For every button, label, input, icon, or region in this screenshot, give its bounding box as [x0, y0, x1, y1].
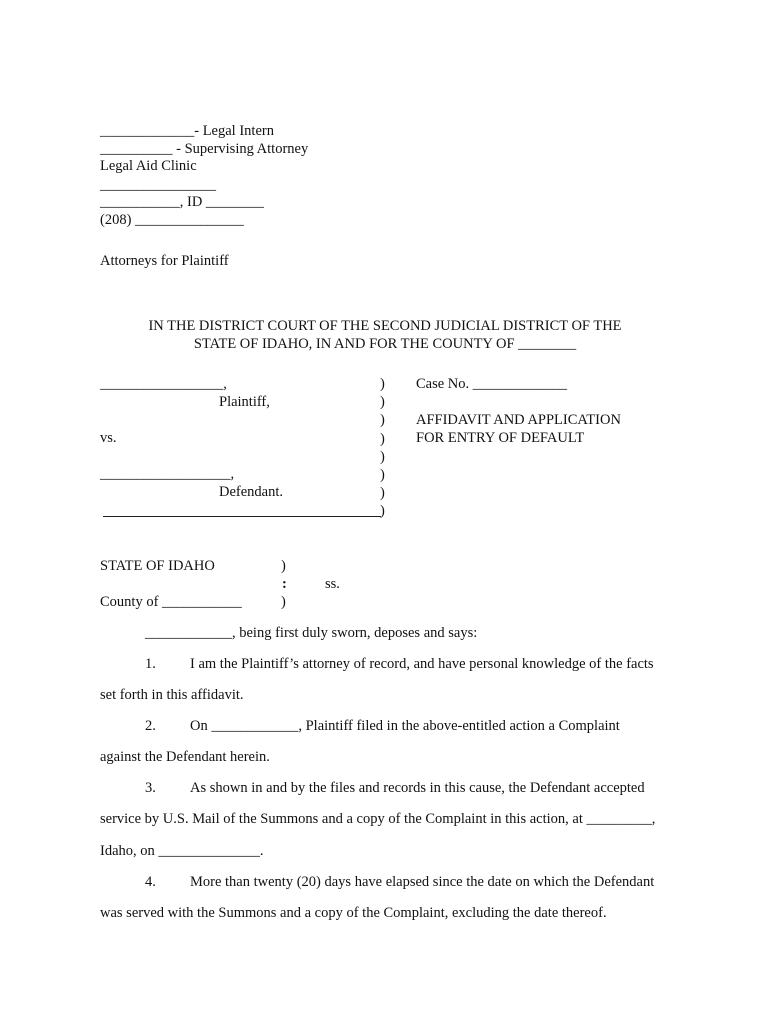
document-title-line1: AFFIDAVIT AND APPLICATION — [416, 412, 621, 428]
defendant-blank: __________________, — [100, 466, 235, 482]
supervising-attorney-line: __________ - Supervising Attorney — [100, 141, 309, 157]
city-id-line: ___________, ID ________ — [100, 194, 264, 210]
paragraph-2-line1: On ____________, Plaintiff filed in the above-entitled action a Complaint — [190, 718, 620, 734]
paragraph-4-line1: More than twenty (20) days have elapsed since the date on which the Defendant — [190, 874, 655, 890]
paragraph-3-number: 3. — [145, 780, 156, 796]
caption-divider — [103, 516, 381, 517]
defendant-label: Defendant. — [219, 484, 284, 500]
paragraph-1-line2: set forth in this affidavit. — [100, 687, 244, 703]
paragraph-3-line2: service by U.S. Mail of the Summons and a copy of the Complaint in this action, at _________, — [100, 811, 656, 827]
paragraph-4-number: 4. — [145, 874, 156, 890]
venue-paren-bottom: ) — [281, 594, 286, 610]
paragraph-1-line1: I am the Plaintiff’s attorney of record, and have personal knowledge of the facts — [190, 656, 654, 672]
paragraph-1-number: 1. — [145, 656, 156, 672]
case-number: Case No. _____________ — [416, 376, 568, 392]
paragraph-2-line2: against the Defendant herein. — [100, 749, 270, 765]
caption-parentheses: ) ) ) ) ) ) ) ) — [380, 376, 385, 520]
clinic-name: Legal Aid Clinic — [100, 158, 197, 174]
paragraph-4-line2: was served with the Summons and a copy of the Complaint, excluding the date thereof. — [100, 905, 607, 921]
venue-paren-top: ) — [281, 558, 286, 574]
address-blank: ________________ — [100, 177, 216, 193]
court-heading-line2: STATE OF IDAHO, IN AND FOR THE COUNTY OF ________ — [193, 336, 577, 352]
phone-line: (208) _______________ — [100, 212, 244, 228]
paragraph-2-number: 2. — [145, 718, 156, 734]
document-title-line2: FOR ENTRY OF DEFAULT — [416, 430, 585, 446]
court-heading-line1: IN THE DISTRICT COURT OF THE SECOND JUDICIAL DISTRICT OF THE — [148, 318, 622, 334]
paragraph-3-line3: Idaho, on ______________. — [100, 843, 264, 859]
venue-state: STATE OF IDAHO — [100, 558, 215, 574]
versus-label: vs. — [100, 430, 117, 446]
venue-ss: ss. — [325, 576, 340, 592]
plaintiff-label: Plaintiff, — [219, 394, 270, 410]
plaintiff-blank: _________________, — [100, 376, 227, 392]
sworn-statement: ____________, being first duly sworn, deposes and says: — [145, 625, 478, 641]
paragraph-3-line1: As shown in and by the files and records in this cause, the Defendant accepted — [190, 780, 645, 796]
attorneys-for-plaintiff: Attorneys for Plaintiff — [100, 253, 229, 269]
venue-colon: : — [282, 576, 287, 592]
intern-line: _____________- Legal Intern — [100, 123, 274, 139]
venue-county: County of ___________ — [100, 594, 242, 610]
